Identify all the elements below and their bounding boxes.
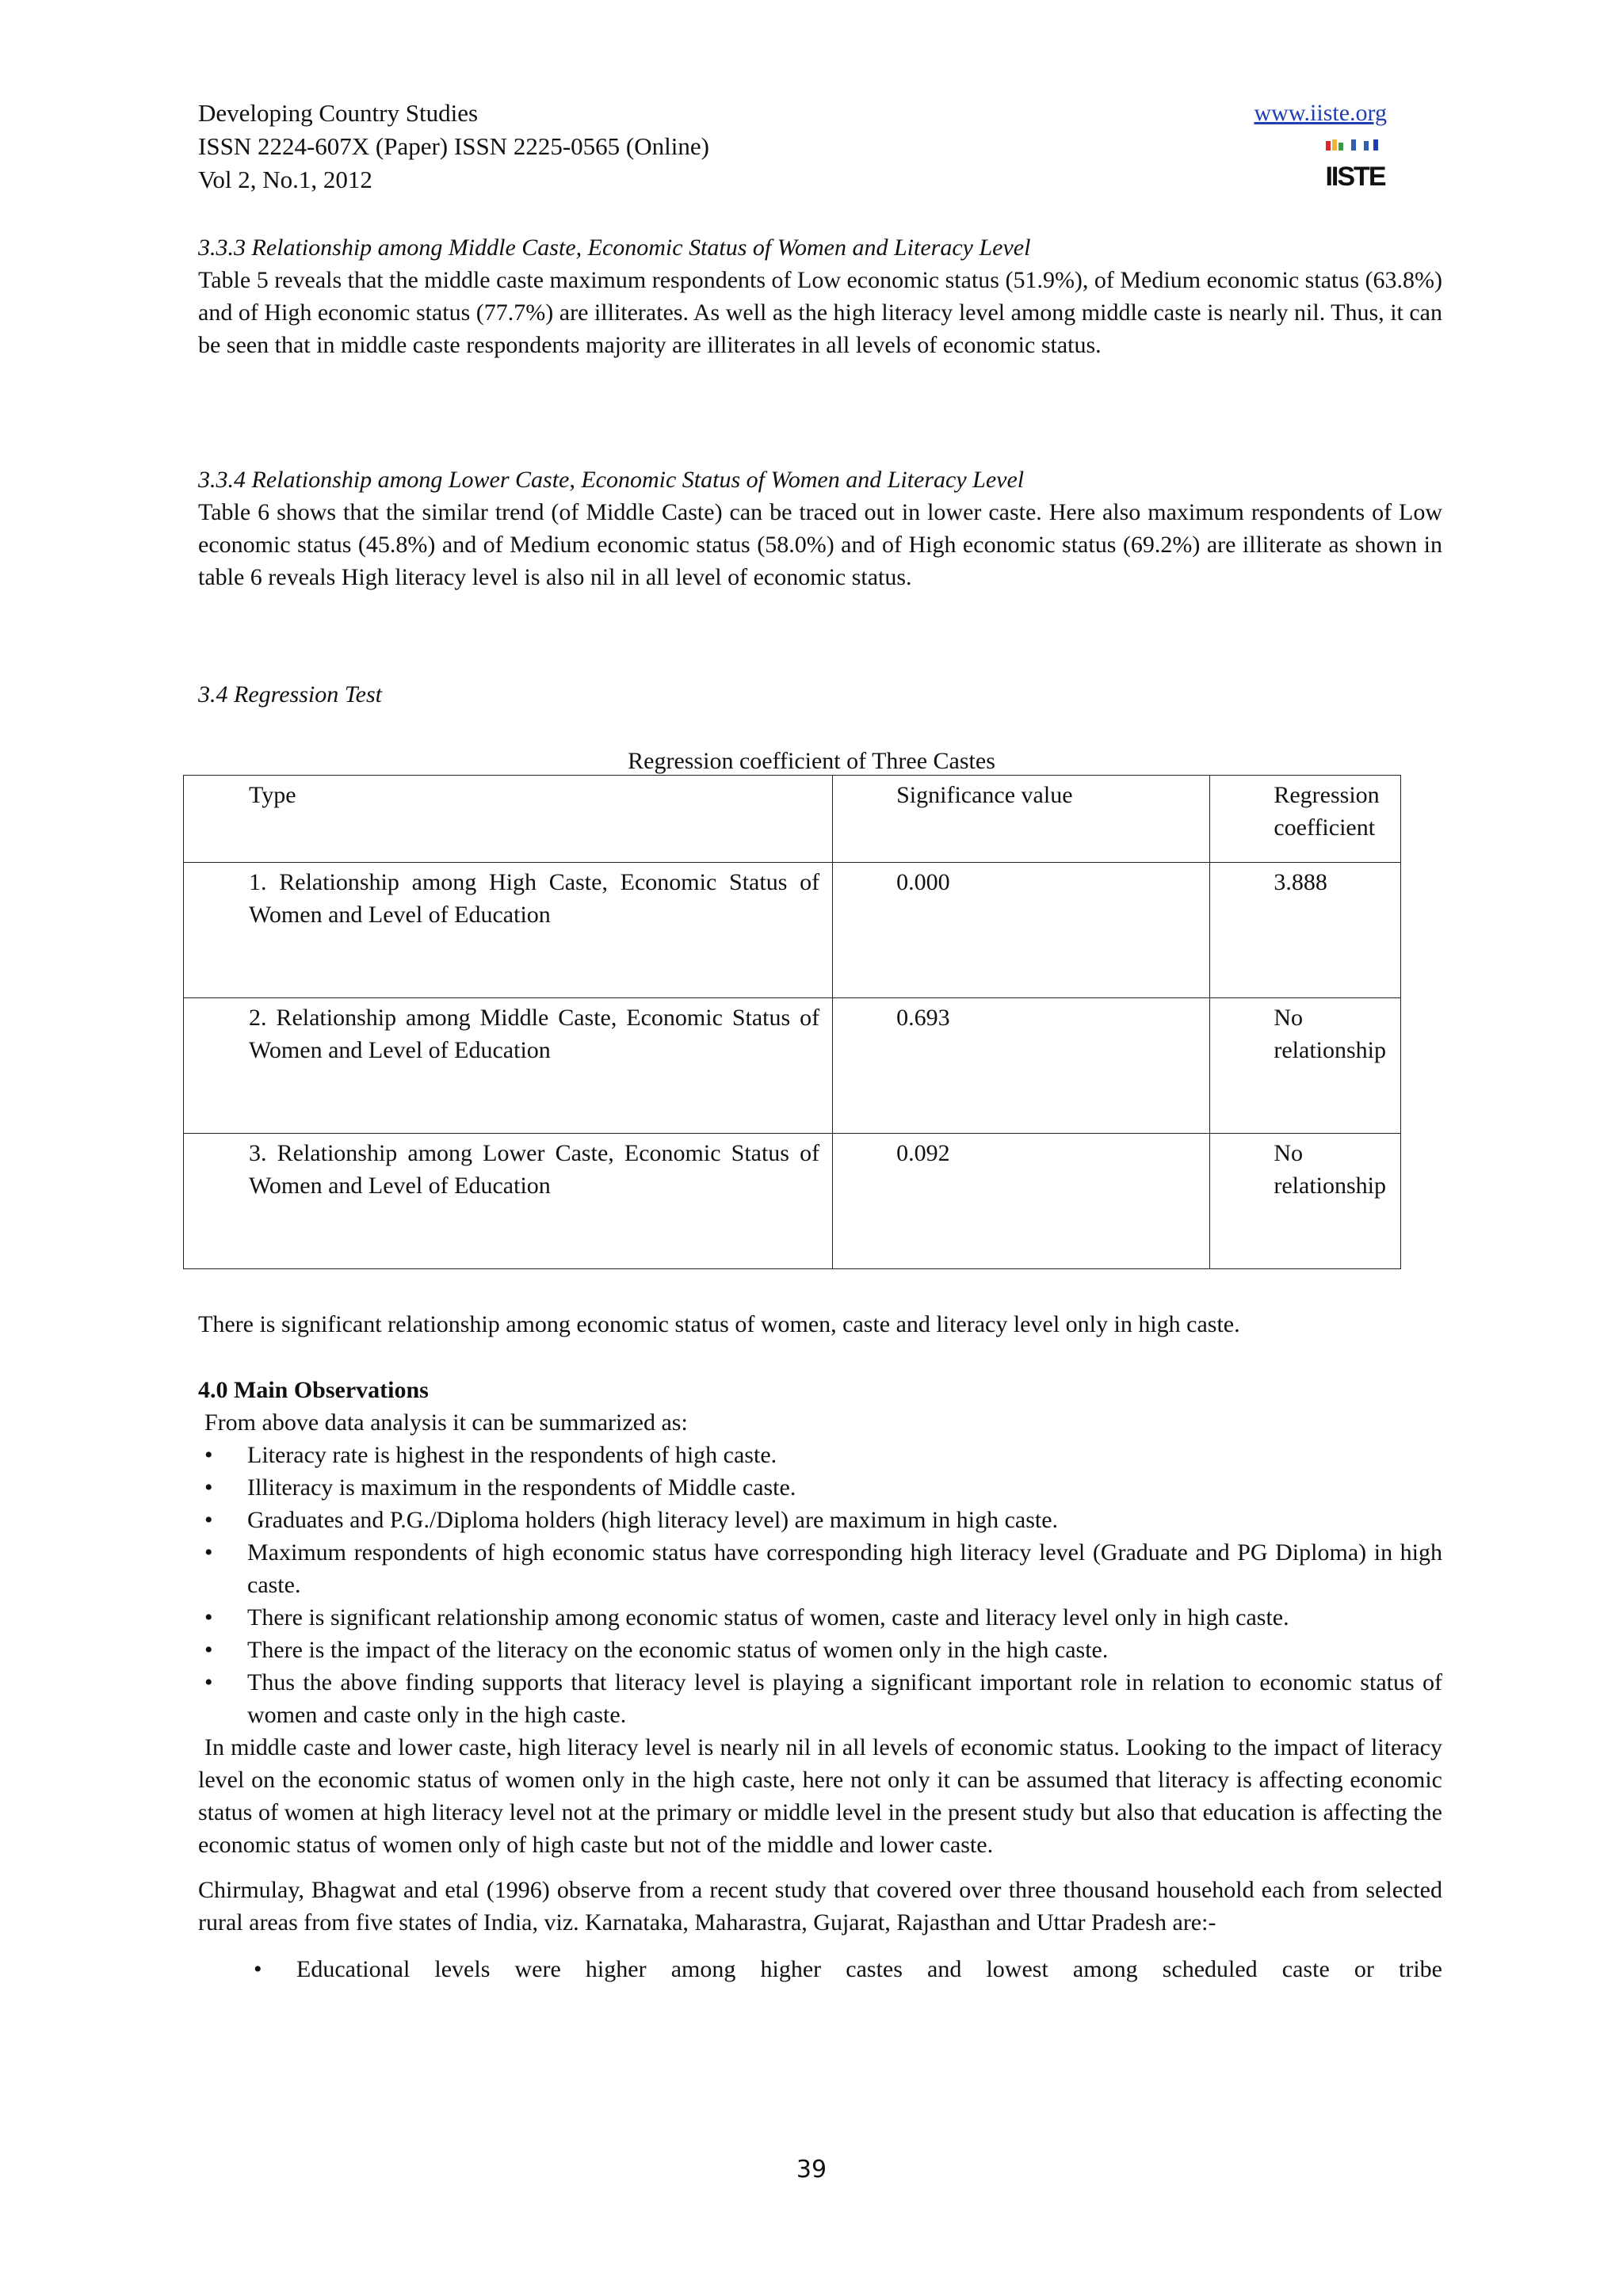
chirmulay-paragraph: Chirmulay, Bhagwat and etal (1996) observe from a recent study that covered over three thousand household each from selected rural areas from five states of India, viz. Karnataka, Maharastra, Gujarat, Rajasthan and Uttar Pradesh are:- xyxy=(198,1877,1442,1936)
volume-line: Vol 2, No.1, 2012 xyxy=(198,166,372,193)
table-cell-coefficient: No relationship xyxy=(1210,998,1401,1134)
table-row xyxy=(184,863,1401,998)
table-cell-significance: 0.092 xyxy=(833,1134,1210,1269)
bullet-icon: • xyxy=(204,1539,213,1566)
issn-line: ISSN 2224-607X (Paper) ISSN 2225-0565 (Online) xyxy=(198,132,709,160)
bullet-icon: • xyxy=(204,1474,213,1501)
section-3-4 xyxy=(198,678,1442,711)
section-heading: 3.4 Regression Test xyxy=(198,681,382,707)
section-3-3-4 xyxy=(198,463,1442,593)
observations-list xyxy=(198,1439,1442,1731)
section-3-3-3 xyxy=(198,231,1442,361)
findings-list xyxy=(198,1953,1442,1985)
section-body: Table 6 shows that the similar trend (of Middle Caste) can be traced out in lower caste. Here also maximum respondents of Low economic status (45.8%) and of Medium economic status (58.0%) and of High economic status (69.2%) are illiterate as shown in table 6 reveals High literacy level is also nil in all level of economic status. xyxy=(198,499,1442,590)
header-cell-type: Type xyxy=(184,776,833,863)
list-item: • There is significant relationship among economic status of women, caste and literacy level only in high caste. xyxy=(198,1601,1442,1634)
table-conclusion: There is significant relationship among economic status of women, caste and literacy level only in high caste. xyxy=(198,1311,1240,1337)
list-item: • Maximum respondents of high economic status have corresponding high literacy level (Graduate and PG Diploma) in high caste. xyxy=(198,1536,1442,1601)
table-cell-type: 1. Relationship among High Caste, Economic Status of Women and Level of Education xyxy=(184,863,833,998)
table-cell-coefficient: 3.888 xyxy=(1210,863,1401,998)
table-row xyxy=(184,998,1401,1134)
list-item: • Graduates and P.G./Diploma holders (high literacy level) are maximum in high caste. xyxy=(198,1504,1442,1536)
bullet-icon: • xyxy=(204,1637,213,1663)
page-header xyxy=(198,97,1387,196)
list-item: • Illiteracy is maximum in the respondents of Middle caste. xyxy=(198,1471,1442,1504)
iiste-logo xyxy=(1324,138,1386,190)
bullet-icon: • xyxy=(204,1604,213,1630)
table-cell-coefficient: No relationship xyxy=(1210,1134,1401,1269)
bullet-icon: • xyxy=(204,1507,213,1533)
section-4-0 xyxy=(198,1374,1442,1985)
regression-table xyxy=(183,775,1401,1269)
page-number: 39 xyxy=(796,2156,827,2183)
list-item: • Thus the above finding supports that literacy level is playing a significant important role in relation to economic status of women and caste only in the high caste. xyxy=(198,1666,1442,1731)
bullet-icon: • xyxy=(254,1956,262,1982)
header-cell-coefficient: Regression coefficient xyxy=(1210,776,1401,863)
section-heading: 4.0 Main Observations xyxy=(198,1377,429,1403)
summary-paragraph: In middle caste and lower caste, high literacy level is nearly nil in all levels of economic status. Looking to the impact of literacy level on the economic status of women only in the high caste, here not only it can be assumed that literacy is affecting economic status of women at high literacy level not at the primary or middle level in the present study but also that education is affecting the economic status of women only of high caste but not of the middle and lower caste. xyxy=(198,1734,1442,1858)
bullet-icon: • xyxy=(204,1669,213,1695)
table-header-row xyxy=(184,776,1401,863)
table-cell-type: 2. Relationship among Middle Caste, Economic Status of Women and Level of Education xyxy=(184,998,833,1134)
list-item: • Educational levels were higher among higher castes and lowest among scheduled caste or tribe xyxy=(198,1953,1442,1985)
table-cell-type: 3. Relationship among Lower Caste, Economic Status of Women and Level of Education xyxy=(184,1134,833,1269)
svg-text:IISTE: IISTE xyxy=(1325,162,1385,190)
section-heading: 3.3.3 Relationship among Middle Caste, Economic Status of Women and Literacy Level xyxy=(198,235,1031,261)
table-cell-significance: 0.693 xyxy=(833,998,1210,1134)
journal-url-link[interactable]: www.iiste.org xyxy=(1254,100,1387,126)
list-item: • Literacy rate is highest in the respondents of high caste. xyxy=(198,1439,1442,1471)
header-cell-significance: Significance value xyxy=(833,776,1210,863)
bullet-icon: • xyxy=(204,1442,213,1468)
section-heading: 3.3.4 Relationship among Lower Caste, Economic Status of Women and Literacy Level xyxy=(198,467,1025,493)
journal-name: Developing Country Studies xyxy=(198,99,479,127)
section-body: Table 5 reveals that the middle caste maximum respondents of Low economic status (51.9%), of Medium economic status (63.8%) and of High economic status (77.7%) are illiterates. As well as the high literacy level among middle caste is nearly nil. Thus, it can be seen that in middle caste respondents majority are illiterates in all levels of economic status. xyxy=(198,267,1442,358)
table-cell-significance: 0.000 xyxy=(833,863,1210,998)
table-caption: Regression coefficient of Three Castes xyxy=(628,748,995,774)
table-row xyxy=(184,1134,1401,1269)
list-item: • There is the impact of the literacy on the economic status of women only in the high caste. xyxy=(198,1634,1442,1666)
section-intro: From above data analysis it can be summarized as: xyxy=(204,1409,688,1436)
